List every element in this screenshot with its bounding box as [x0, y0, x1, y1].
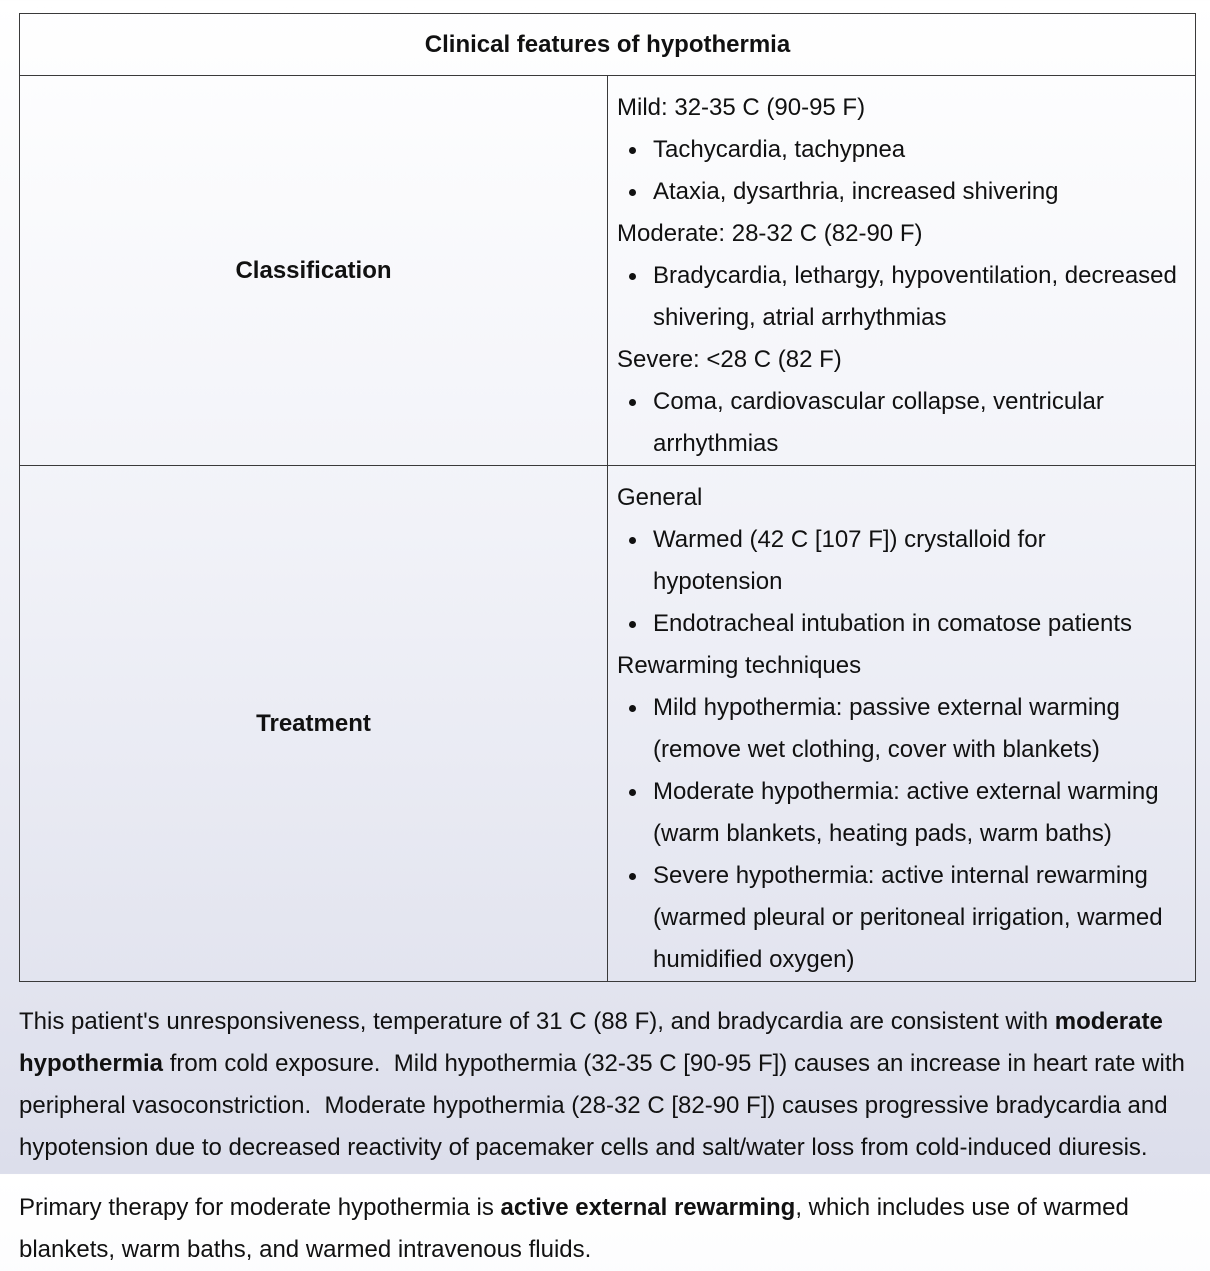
general-list [617, 519, 1195, 645]
explanation-paragraph-1 [19, 1001, 1196, 1169]
severe-heading: Severe: <28 C (82 F) [617, 346, 842, 373]
classification-row [20, 76, 1196, 466]
mild-heading: Mild: 32-35 C (90-95 F) [617, 94, 866, 121]
general-heading: General [617, 484, 703, 511]
paragraph-text: from cold exposure. Mild hypothermia (32-35 C [90-95 F]) causes an increase in heart rate with peripheral vasoconstriction. Moderate hypothermia (28-32 C [82-90 F]) causes progressive bradycardia and hypotension due to decreased reactivity of pacemaker cells and salt/water loss from cold-induced diuresis. [19, 1050, 1185, 1161]
explanation-content [19, 13, 1196, 1271]
list-item: Endotracheal intubation in comatose patients [617, 603, 1195, 645]
paragraph-text: , which includes use of warmed blankets, warm baths, and warmed intravenous fluids. [19, 1194, 1129, 1263]
clinical-features-table [19, 13, 1196, 982]
treatment-label: Treatment [20, 466, 608, 982]
table-title: Clinical features of hypothermia [20, 14, 1196, 76]
list-item: Moderate hypothermia: active external warming (warm blankets, heating pads, warm baths) [617, 771, 1195, 855]
list-item: Tachycardia, tachypnea [617, 129, 1195, 171]
list-item: Coma, cardiovascular collapse, ventricular arrhythmias [617, 381, 1195, 465]
emphasis-text: moderate hypothermia [19, 1008, 1163, 1077]
list-item: Bradycardia, lethargy, hypoventilation, decreased shivering, atrial arrhythmias [617, 255, 1195, 339]
list-item: Severe hypothermia: active internal rewarming (warmed pleural or peritoneal irrigation, warmed humidified oxygen) [617, 855, 1195, 981]
treatment-content [608, 466, 1196, 982]
list-item: Warmed (42 C [107 F]) crystalloid for hypotension [617, 519, 1195, 603]
list-item: Mild hypothermia: passive external warming (remove wet clothing, cover with blankets) [617, 687, 1195, 771]
rewarming-list [617, 687, 1195, 981]
classification-content [608, 76, 1196, 466]
emphasis-text: active external rewarming [500, 1194, 796, 1221]
rewarming-heading: Rewarming techniques [617, 652, 862, 679]
explanation-paragraph-2 [19, 1187, 1196, 1271]
paragraph-text: Primary therapy for moderate hypothermia is [19, 1194, 501, 1221]
paragraph-text: This patient's unresponsiveness, temperature of 31 C (88 F), and bradycardia are consistent with [19, 1008, 1055, 1035]
classification-label: Classification [20, 76, 608, 466]
moderate-list [617, 255, 1195, 339]
severe-list [617, 381, 1195, 465]
treatment-row [20, 466, 1196, 982]
list-item: Ataxia, dysarthria, increased shivering [617, 171, 1195, 213]
mild-list [617, 129, 1195, 213]
moderate-heading: Moderate: 28-32 C (82-90 F) [617, 220, 923, 247]
